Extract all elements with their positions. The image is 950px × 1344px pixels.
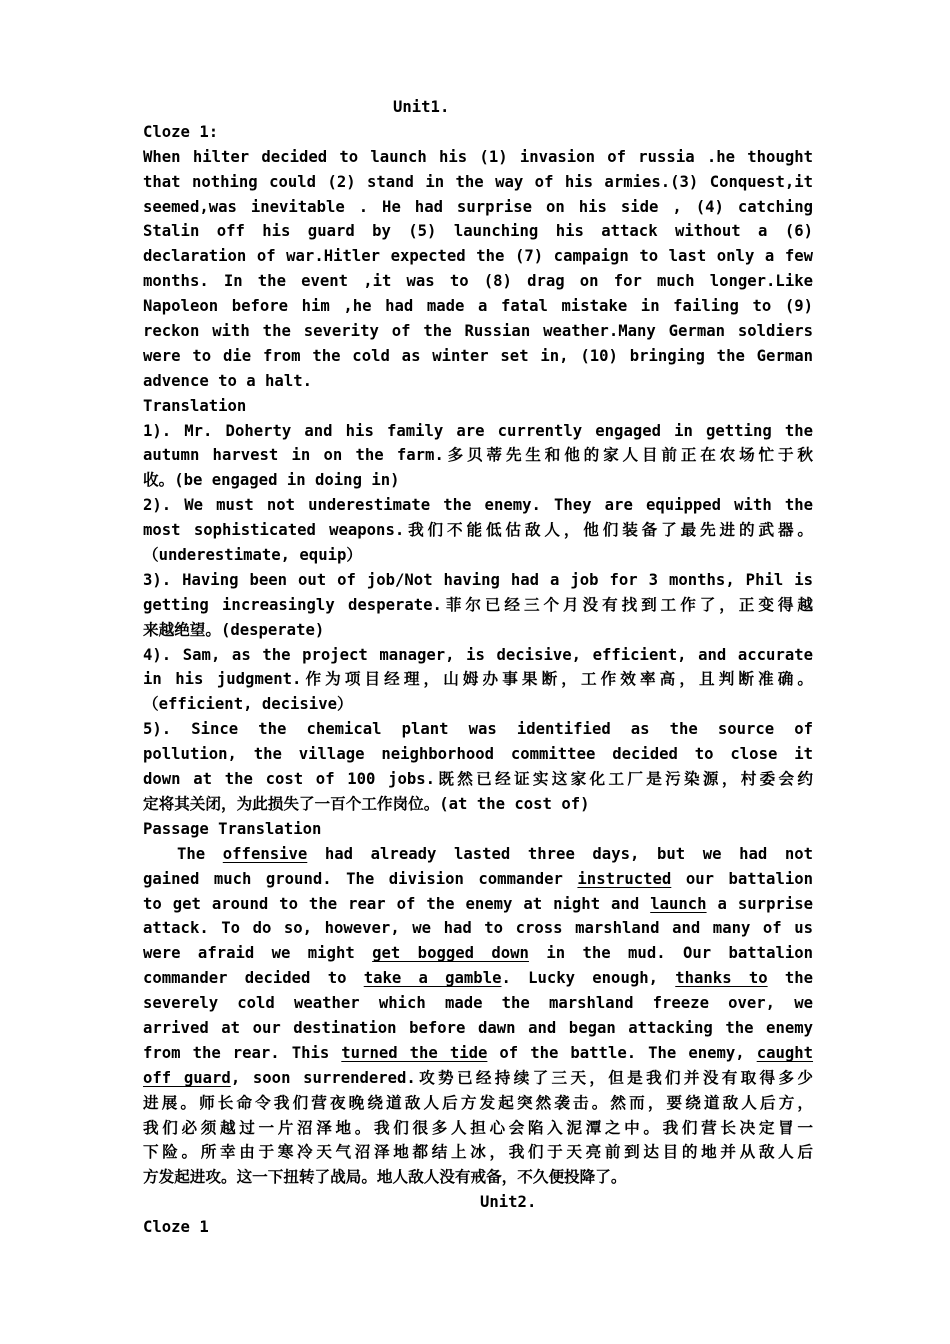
underlined-term: off guard xyxy=(143,1068,231,1087)
unit2-cloze-heading: Cloze 1 xyxy=(143,1218,209,1237)
cloze-line: were to die from the cold as winter set in, (10) bringing the German xyxy=(143,346,813,365)
translation-line: 4). Sam, as the project manager, is decisive, efficient, and accurate xyxy=(143,645,813,664)
passage-line: 我们必须越过一片沼泽地。我们很多人担心会陷入泥潭之中。我们营长决定冒一 xyxy=(143,1118,813,1137)
translation-line: 定将其关闭，为此损失了一百个工作岗位。(at the cost of) xyxy=(143,794,590,813)
passage-line: 进展。师长命令我们营夜晚绕道敌人后方发起突然袭击。然而，要绕道敌人后方， xyxy=(143,1093,813,1112)
translation-heading: Translation xyxy=(143,396,247,415)
cloze-line: seemed,was inevitable . He had surprise on his side , (4) catching xyxy=(143,197,813,216)
passage-heading: Passage Translation xyxy=(143,819,322,838)
passage-line: gained much ground. The division commander instructed our battalion xyxy=(143,869,813,888)
cloze-line: Stalin off his guard by (5) launching his attack without a (6) xyxy=(143,222,813,241)
cloze-line: Napoleon before him ,he had made a fatal mistake in failing to (9) xyxy=(143,297,813,316)
unit1-title: Unit1. xyxy=(393,98,450,116)
translation-line: down at the cost of 100 jobs.既然已经证实这家化工厂是污染源，村委会约 xyxy=(143,770,813,789)
cloze-line: that nothing could (2) stand in the way of his armies.(3) Conquest,it xyxy=(143,172,813,191)
translation-line: most sophisticated weapons.我们不能低估敌人，他们装备了最先进的武器。 xyxy=(143,521,813,540)
passage-line: severely cold weather which made the marshland freeze over, we xyxy=(143,994,813,1013)
underlined-term: instructed xyxy=(577,869,672,888)
underlined-term: launch xyxy=(650,894,707,913)
passage-line: commander decided to take a gamble. Lucky enough, thanks to the xyxy=(143,969,814,988)
passage-line: off guard, soon surrendered.攻势已经持续了三天，但是我们并没有取得多少 xyxy=(143,1068,813,1087)
underlined-term: caught xyxy=(756,1043,814,1062)
cloze-line: declaration of war.Hitler expected the (7) campaign to last only a few xyxy=(143,247,813,266)
passage-line: 方发起进攻。这一下扭转了战局。地人敌人没有戒备，不久便投降了。 xyxy=(143,1168,627,1187)
translation-line: in his judgment.作为项目经理，山姆办事果断，工作效率高，且判断准确。 xyxy=(143,670,813,689)
underlined-term: offensive xyxy=(222,844,308,863)
passage-line: were afraid we might get bogged down in the mud. Our battalion xyxy=(143,944,814,963)
cloze-line: advence to a halt. xyxy=(143,371,312,390)
translation-line: （efficient, decisive） xyxy=(143,695,353,714)
passage-line: The offensive had already lasted three days, but we had not xyxy=(177,844,814,863)
underlined-term: take a gamble xyxy=(363,969,502,988)
underlined-term: thanks to xyxy=(675,969,768,988)
translation-line: 5). Since the chemical plant was identified as the source of xyxy=(143,720,813,739)
translation-line: 来越绝望。(desperate) xyxy=(143,620,325,639)
passage-line: attack. To do so, however, we had to cross marshland and many of us xyxy=(143,919,813,938)
cloze-heading: Cloze 1: xyxy=(143,122,219,141)
unit2-title: Unit2. xyxy=(480,1193,537,1212)
translation-line: autumn harvest in on the farm.多贝蒂先生和他的家人目前正在农场忙于秋 xyxy=(143,446,813,465)
passage-line: arrived at our destination before dawn and began attacking the enemy xyxy=(143,1018,813,1037)
cloze-line: months. In the event ,it was to (8) drag on for much longer.Like xyxy=(143,272,813,291)
passage-line: from the rear. This turned the tide of the battle. The enemy, caught xyxy=(143,1043,814,1062)
cloze-line: reckon with the severity of the Russian weather.Many German soldiers xyxy=(143,322,813,341)
passage-line: 下险。所幸由于寒冷天气沼泽地都结上冰，我们于天亮前到达目的地并从敌人后 xyxy=(143,1143,813,1162)
passage-line: to get around to the rear of the enemy at night and launch a surprise xyxy=(143,894,814,913)
underlined-term: get bogged down xyxy=(372,944,529,963)
translation-line: 收。(be engaged in doing in) xyxy=(143,471,400,490)
translation-line: 2). We must not underestimate the enemy. They are equipped with the xyxy=(143,496,813,515)
underlined-term: turned the tide xyxy=(341,1043,488,1062)
cloze-line: When hilter decided to launch his (1) invasion of russia .he thought xyxy=(143,147,813,166)
translation-line: getting increasingly desperate.菲尔已经三个月没有找到工作了，正变得越 xyxy=(143,595,813,614)
translation-line: 1). Mr. Doherty and his family are currently engaged in getting the xyxy=(143,421,813,440)
translation-line: pollution, the village neighborhood committee decided to close it xyxy=(143,745,813,764)
translation-line: （underestimate, equip） xyxy=(143,546,362,565)
translation-line: 3). Having been out of job/Not having had a job for 3 months, Phil is xyxy=(143,570,813,589)
